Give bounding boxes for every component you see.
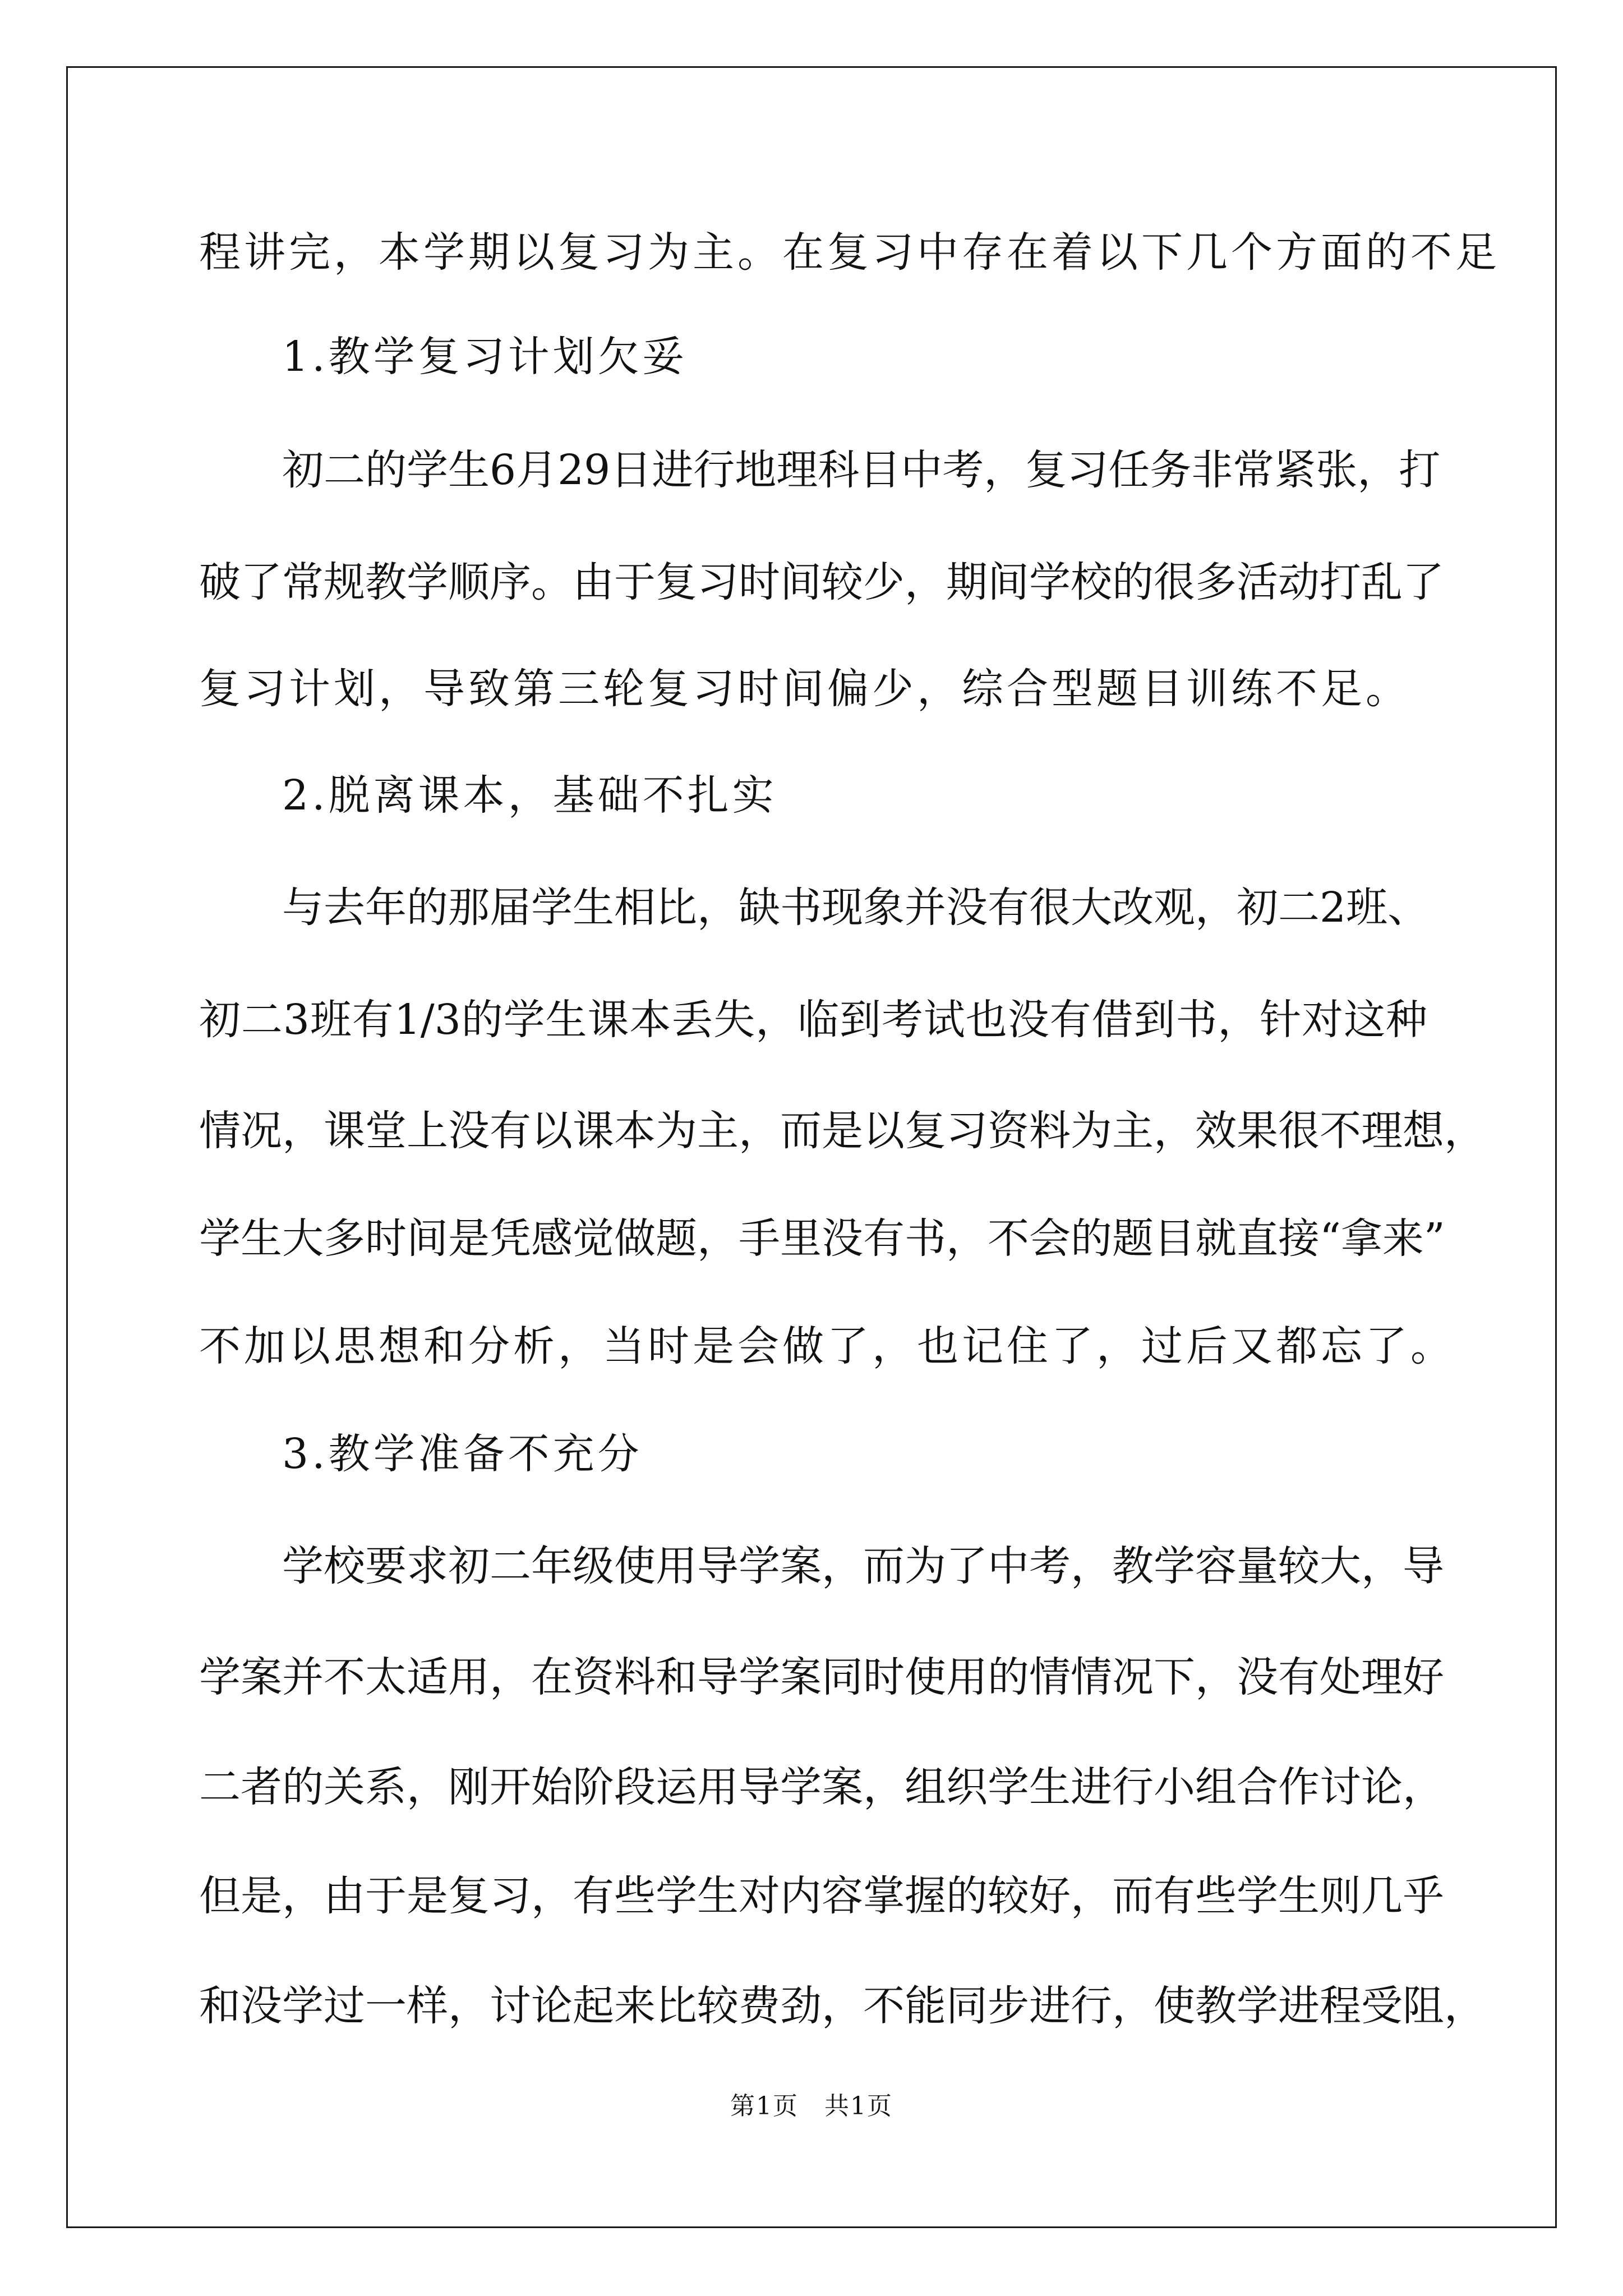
text-line: 二者的关系，刚开始阶段运用导学案，组织学生进行小组合作讨论， [199,1763,1444,1811]
section-heading: 1.教学复习计划欠妥 [282,333,688,381]
text-line: 和没学过一样，讨论起来比较费劲，不能同步进行，使教学进程受阻， [199,1982,1486,2030]
text-line: 学案并不太适用，在资料和导学案同时使用的情情况下，没有处理好 [199,1653,1444,1701]
text-line: 破了常规教学顺序。由于复习时间较少，期间学校的很多活动打乱了 [199,558,1444,606]
section-heading: 3.教学准备不充分 [282,1430,643,1478]
section-heading: 2.脱离课本，基础不扎实 [282,771,777,820]
text-line: 学生大多时间是凭感觉做题，手里没有书，不会的题目就直接“拿来” [199,1214,1445,1263]
page-number-footer: 第1页 共1页 [730,2092,893,2120]
text-line: 不加以思想和分析，当时是会做了，也记住了，过后又都忘了。 [199,1322,1455,1370]
text-line: 程讲完，本学期以复习为主。在复习中存在着以下几个方面的不足 [199,228,1500,277]
text-line: 初二3班有1/3的学生课本丢失，临到考试也没有借到书，针对这种 [199,996,1427,1044]
text-line: 学校要求初二年级使用导学案，而为了中考，教学容量较大，导 [282,1542,1444,1590]
text-line: 情况，课堂上没有以课本为主，而是以复习资料为主，效果很不理想， [199,1107,1486,1155]
text-line: 与去年的那届学生相比，缺书现象并没有很大改观，初二2班、 [282,884,1430,932]
text-line: 复习计划，导致第三轮复习时间偏少，综合型题目训练不足。 [199,665,1410,713]
text-line: 初二的学生6月29日进行地理科目中考，复习任务非常紧张，打 [282,446,1441,494]
text-line: 但是，由于是复习，有些学生对内容掌握的较好，而有些学生则几乎 [199,1872,1444,1920]
